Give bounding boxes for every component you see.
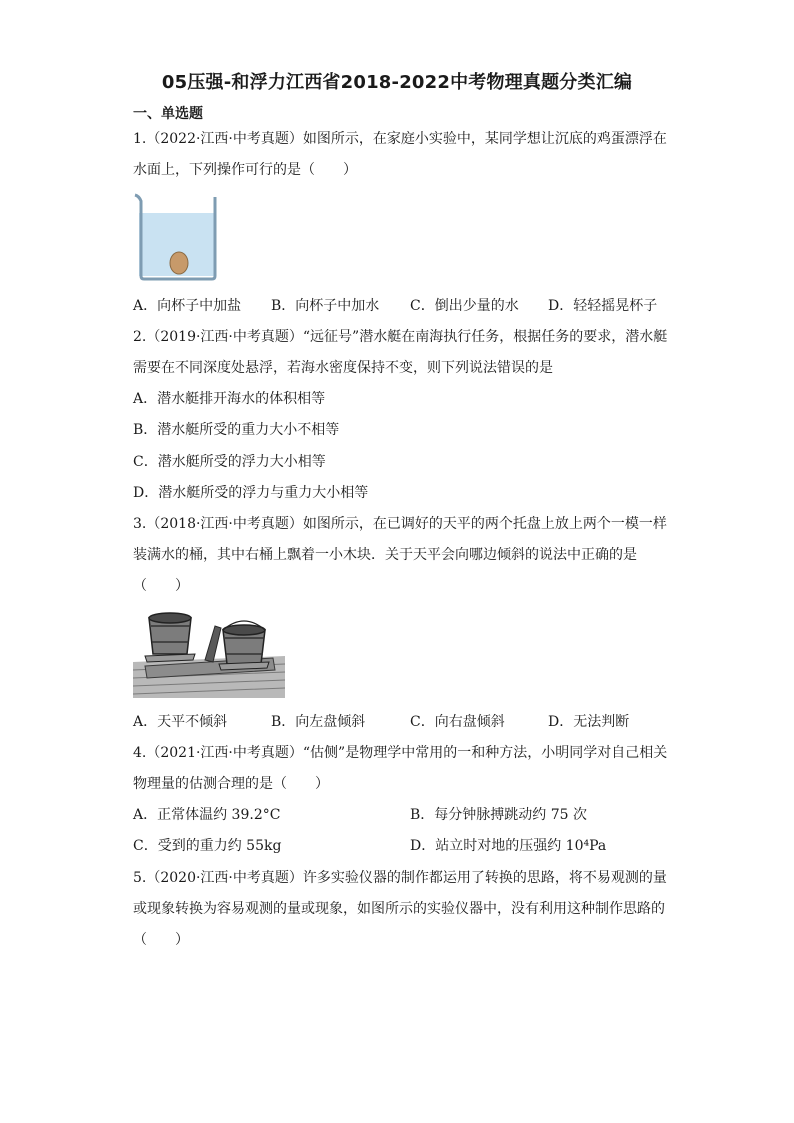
- q3-stem-line-1: 3.（2018·江西·中考真题）如图所示，在已调好的天平的两个托盘上放上两个一模一样: [133, 516, 667, 532]
- egg-shape: [170, 252, 188, 274]
- q2-stem-line-1: 2.（2019·江西·中考真题）“远征号”潜水艇在南海执行任务，根据任务的要求，潜水艇: [133, 329, 668, 345]
- document-title: 05压强-和浮力江西省2018-2022中考物理真题分类汇编: [161, 72, 633, 93]
- q1-option-c[interactable]: C．倒出少量的水: [410, 298, 519, 314]
- q3-option-a[interactable]: A．天平不倾斜: [133, 714, 228, 730]
- egg-in-beaker-figure: [133, 191, 223, 281]
- q4-option-a[interactable]: A．正常体温约 39.2°C: [133, 807, 281, 823]
- q5-stem-line-2: 或现象转换为容易观测的量或现象，如图所示的实验仪器中，没有利用这种制作思路的: [133, 901, 665, 917]
- q2-option-b[interactable]: B．潜水艇所受的重力大小不相等: [133, 422, 340, 438]
- q4-option-b[interactable]: B．每分钟脉搏跳动约 75 次: [410, 807, 588, 823]
- q1-stem-line-1: 1.（2022·江西·中考真题）如图所示，在家庭小实验中，某同学想让沉底的鸡蛋漂浮在: [133, 131, 667, 147]
- balance-with-buckets-figure: [133, 604, 285, 698]
- q1-stem-line-2: 水面上，下列操作可行的是（ ）: [133, 162, 357, 178]
- q4-stem-line-2: 物理量的估测合理的是（ ）: [133, 776, 329, 792]
- q1-option-d[interactable]: D．轻轻摇晃杯子: [548, 298, 658, 314]
- q3-option-c[interactable]: C．向右盘倾斜: [410, 714, 505, 730]
- q4-option-c[interactable]: C．受到的重力约 55kg: [133, 838, 282, 854]
- q3-option-b[interactable]: B．向左盘倾斜: [271, 714, 366, 730]
- section-heading: 一、单选题: [133, 106, 203, 122]
- q4-option-d[interactable]: D．站立时对地的压强约 10⁴Pa: [410, 838, 607, 854]
- q1-option-b[interactable]: B．向杯子中加水: [271, 298, 380, 314]
- q1-option-a[interactable]: A．向杯子中加盐: [133, 298, 242, 314]
- q2-stem-line-2: 需要在不同深度处悬浮，若海水密度保持不变，则下列说法错误的是: [133, 360, 553, 376]
- q3-option-d[interactable]: D．无法判断: [548, 714, 630, 730]
- q2-option-c[interactable]: C．潜水艇所受的浮力大小相等: [133, 454, 326, 470]
- q3-stem-line-3: （ ）: [133, 578, 189, 594]
- q3-stem-line-2: 装满水的桶，其中右桶上飘着一小木块．关于天平会向哪边倾斜的说法中正确的是: [133, 547, 637, 563]
- q2-option-a[interactable]: A．潜水艇排开海水的体积相等: [133, 391, 326, 407]
- q4-stem-line-1: 4.（2021·江西·中考真题）“估侧”是物理学中常用的一和种方法，小明同学对自己相关: [133, 745, 668, 761]
- q5-stem-line-3: （ ）: [133, 932, 189, 948]
- q2-option-d[interactable]: D．潜水艇所受的浮力与重力大小相等: [133, 485, 369, 501]
- q5-stem-line-1: 5.（2020·江西·中考真题）许多实验仪器的制作都运用了转换的思路，将不易观测的量: [133, 870, 667, 886]
